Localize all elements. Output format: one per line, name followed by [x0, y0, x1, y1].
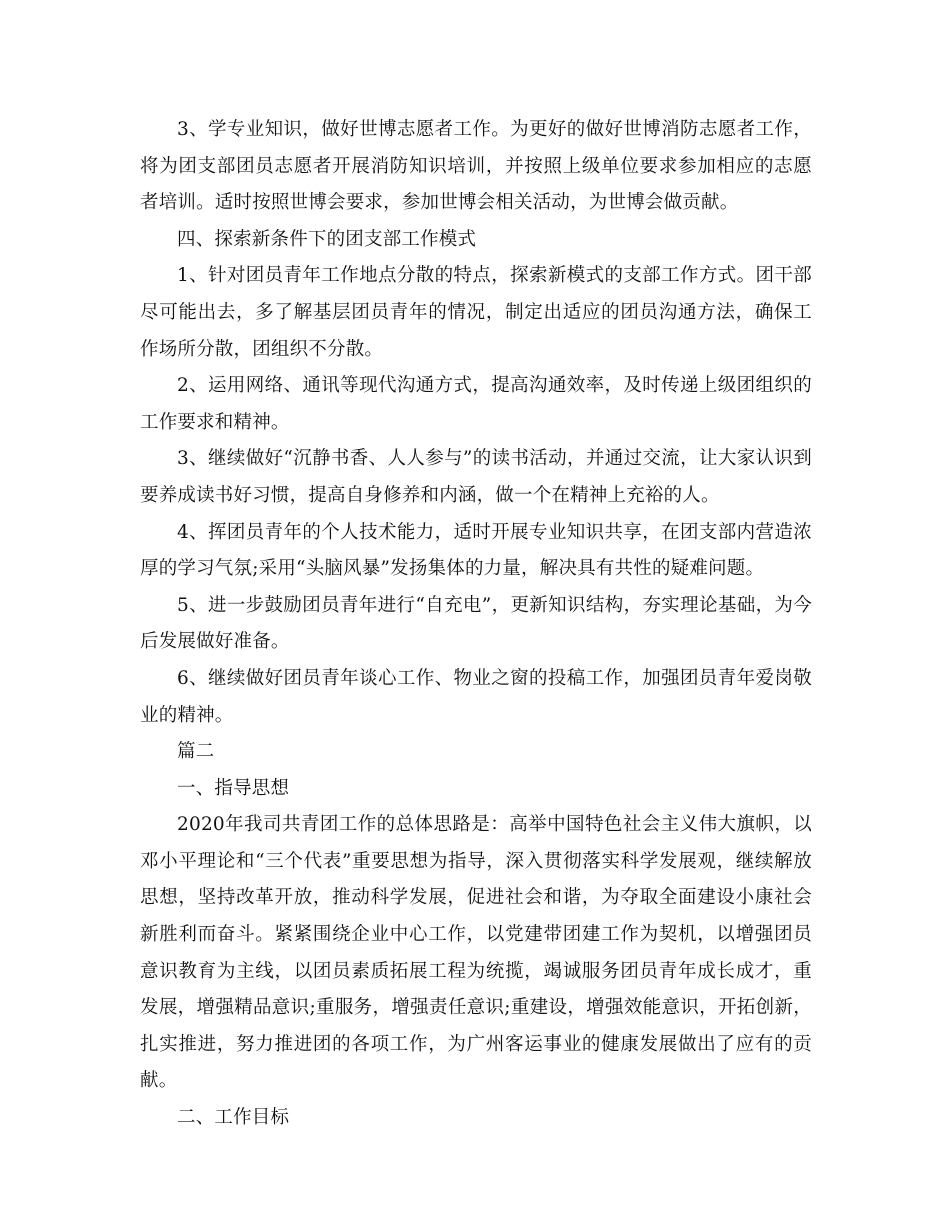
heading-guiding-ideology: 一、指导思想: [177, 777, 290, 799]
document-page: [140, 112, 812, 1137]
paragraph-work-mode-3: 3、继续做好“沉静书香、人人参与”的读书活动，并通过交流，让大家认识到要养成读书好习惯，提高自身修养和内涵，做一个在精神上充裕的人。: [140, 448, 812, 506]
heading-work-goals: 二、工作目标: [177, 1107, 290, 1129]
paragraph-guiding-ideology: 2020年我司共青团工作的总体思路是：高举中国特色社会主义伟大旗帜，以邓小平理论和“三个代表”重要思想为指导，深入贯彻落实科学发展观，继续解放思想，坚持改革开放，推动科学发展，促进社会和谐，为夺取全面建设小康社会新胜利而奋斗。紧紧围绕企业中心工作，以党建带团建工作为契机，以增强团员意识教育为主线，以团员素质拓展工程为统揽，竭诚服务团员青年成长成才，重发展，增强精品意识;重服务，增强责任意识;重建设，增强效能意识，开拓创新，扎实推进，努力推进团的各项工作，为广州客运事业的健康发展做出了应有的贡献。: [140, 814, 812, 1092]
section-title-part-two: 篇二: [177, 741, 215, 763]
paragraph-work-mode-6: 6、继续做好团员青年谈心工作、物业之窗的投稿工作，加强团员青年爱岗敬业的精神。: [140, 667, 812, 726]
paragraph-work-mode-5: 5、进一步鼓励团员青年进行“自充电”，更新知识结构，夯实理论基础，为今后发展做好准备。: [140, 594, 812, 653]
heading-work-mode: 四、探索新条件下的团支部工作模式: [177, 228, 477, 250]
paragraph-volunteer-training: 3、学专业知识，做好世博志愿者工作。为更好的做好世博消防志愿者工作，将为团支部团员志愿者开展消防知识培训，并按照上级单位要求参加相应的志愿者培训。适时按照世博会要求，参加世博会相关活动，为世博会做贡献。: [140, 119, 812, 214]
paragraph-work-mode-1: 1、针对团员青年工作地点分散的特点，探索新模式的支部工作方式。团干部尽可能出去，多了解基层团员青年的情况，制定出适应的团员沟通方法，确保工作场所分散，团组织不分散。: [140, 265, 812, 360]
paragraph-work-mode-4: 4、挥团员青年的个人技术能力，适时开展专业知识共享，在团支部内营造浓厚的学习气氛;采用“头脑风暴”发扬集体的力量，解决具有共性的疑难问题。: [140, 521, 812, 580]
paragraph-work-mode-2: 2、运用网络、通讯等现代沟通方式，提高沟通效率，及时传递上级团组织的工作要求和精神。: [140, 375, 812, 433]
